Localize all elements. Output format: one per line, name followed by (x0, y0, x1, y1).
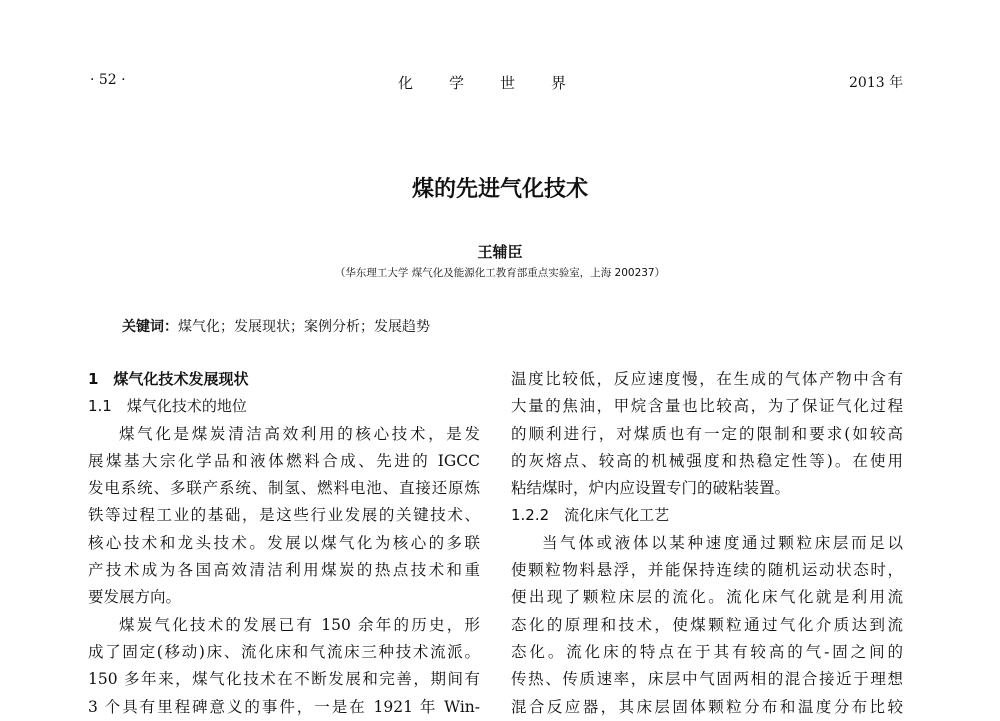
author-name: 王辅臣 (477, 243, 523, 261)
body-line: 的灰熔点、较高的机械强度和热稳定性等)。在使用 (511, 451, 903, 470)
publication-year: 2013 年 (849, 75, 904, 91)
section-heading: 1 煤气化技术发展现状 (88, 370, 249, 388)
body-line: 使颗粒物料悬浮，并能保持连续的随机运动状态时， (511, 561, 903, 580)
body-line: 150 多年来，煤气化技术在不断发展和完善，期间有 (88, 670, 480, 689)
body-line: 3 个具有里程碑意义的事件，一是在 1921 年 Win- (88, 697, 480, 716)
body-line: 成了固定(移动)床、流化床和气流床三种技术流派。 (88, 642, 480, 661)
right-column (511, 366, 903, 721)
body-line: 煤炭气化技术的发展已有 150 余年的历史，形 (119, 615, 480, 634)
body-line: 要发展方向。 (88, 588, 182, 607)
body-line: 大量的焦油，甲烷含量也比较高，为了保证气化过程 (511, 397, 903, 416)
left-column (88, 366, 480, 721)
keywords-label: 关键词： (122, 319, 178, 335)
body-line: 便出现了颗粒床层的流化。流化床气化就是利用流 (511, 588, 903, 607)
body-line: 当气体或液体以某种速度通过颗粒床层而足以 (542, 533, 903, 552)
keywords-text: 煤气化；发展现状；案例分析；发展趋势 (178, 319, 430, 335)
body-line: 混合反应器，其床层固体颗粒分布和温度分布比较 (511, 697, 903, 716)
body-line: 粘结煤时，炉内应设置专门的破粘装置。 (511, 479, 791, 498)
body-line: 展煤基大宗化学品和液体燃料合成、先进的 IGCC (88, 451, 480, 470)
body-line: 产技术成为各国高效清洁利用煤炭的热点技术和重 (88, 561, 480, 580)
author-affiliation: （华东理工大学 煤气化及能源化工教育部重点实验室，上海 200237） (334, 267, 666, 279)
article-title: 煤的先进气化技术 (411, 177, 588, 202)
body-line: 态化。流化床的特点在于其有较高的气-固之间的 (511, 642, 903, 661)
body-line: 煤气化是煤炭清洁高效利用的核心技术，是发 (119, 424, 480, 443)
body-line: 发电系统、多联产系统、制氢、燃料电池、直接还原炼 (88, 479, 480, 498)
body-line: 核心技术和龙头技术。发展以煤气化为核心的多联 (88, 533, 480, 552)
keywords-line (122, 316, 430, 336)
page-number: · 52 · (90, 72, 126, 88)
subsection-heading: 1.1 煤气化技术的地位 (88, 397, 247, 416)
body-line: 传热、传质速率，床层中气固两相的混合接近于理想 (511, 670, 903, 689)
body-line: 的顺利进行，对煤质也有一定的限制和要求(如较高 (511, 424, 903, 443)
body-line: 铁等过程工业的基础，是这些行业发展的关键技术、 (88, 506, 480, 525)
journal-name: 化学世界 (397, 74, 602, 92)
subsection-heading: 1.2.2 流化床气化工艺 (511, 506, 670, 525)
body-line: 温度比较低，反应速度慢，在生成的气体产物中含有 (511, 370, 903, 388)
body-line: 态化的原理和技术，使煤颗粒通过气化介质达到流 (511, 615, 903, 634)
